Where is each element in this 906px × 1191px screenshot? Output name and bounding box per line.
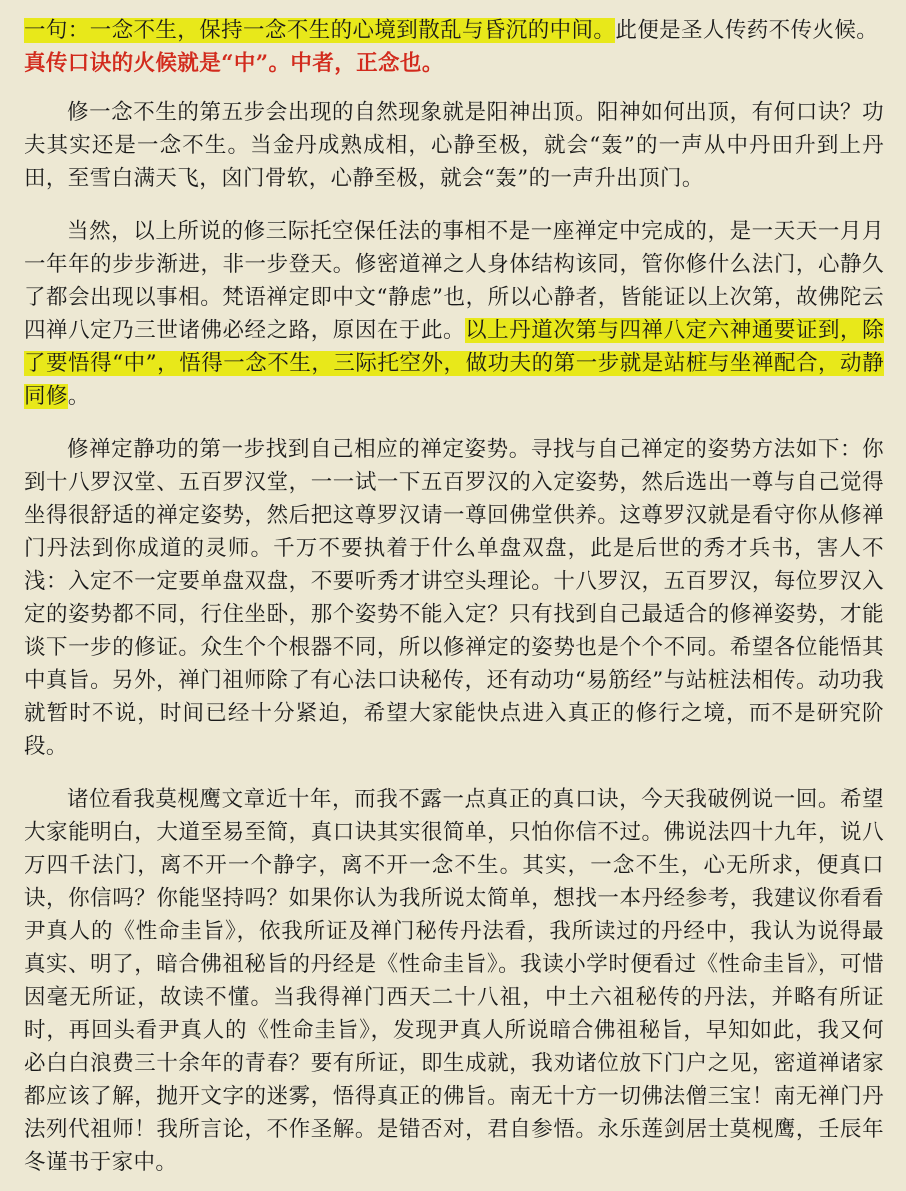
paragraph-3 (24, 215, 884, 413)
body-text: 此便是圣人传药不传火候。 (615, 18, 879, 43)
highlighted-text: 以上丹道次第与四禅八定六神通要证到，除了要悟得“中”，悟得一念不生，三际托空外，做功夫的第一步就是站桩与坐禅配合，动静同修 (24, 318, 884, 409)
body-text-end: 。 (67, 384, 90, 409)
red-emphasis-text: 真传口诀的火候就是“中”。中者，正念也。 (24, 51, 444, 76)
paragraph-4: 修禅定静功的第一步找到自己相应的禅定姿势。寻找与自己禅定的姿势方法如下：你到十八罗汉堂、五百罗汉堂，一一试一下五百罗汉的入定姿势，然后选出一尊与自己觉得坐得很舒适的禅定姿势，然后把这尊罗汉请一尊回佛堂供养。这尊罗汉就是看守你从修禅门丹法到你成道的灵师。千万不要执着于什么单盘双盘，此是后世的秀才兵书，害人不浅：入定不一定要单盘双盘，不要听秀才讲空头理论。十八罗汉，五百罗汉，每位罗汉入定的姿势都不同，行住坐卧，那个姿势不能入定？只有找到自己最适合的修禅姿势，才能谈下一步的修证。众生个个根器不同，所以修禅定的姿势也是个个不同。希望各位能悟其中真旨。另外，禅门祖师除了有心法口诀秘传，还有动功“易筋经”与站桩法相传。动功我就暂时不说，时间已经十分紧迫，希望大家能快点进入真正的修行之境，而不是研究阶段。 (24, 437, 884, 759)
paragraph-1 (24, 14, 884, 80)
body-text: 当然，以上所说的修三际托空保任法的事相不是一座禅定中完成的，是一天天一月月一年年的步步渐进，非一步登天。修密道禅之人身体结构该同，管你修什么法门，心静久了都会出现以事相。梵语禅定即中文“静虑”也，所以心静者，皆能证以上次第，故佛陀云四禅八定乃三世诸佛必经之路，原因在于此。 (24, 219, 884, 343)
paragraph-2: 修一念不生的第五步会出现的自然现象就是阳神出顶。阳神如何出顶，有何口诀？功夫其实还是一念不生。当金丹成熟成相，心静至极，就会“轰”的一声从中丹田升到上丹田，至雪白满天飞，囟门骨软，心静至极，就会“轰”的一声升出顶门。 (24, 100, 884, 191)
paragraph-5: 诸位看我莫枧鹰文章近十年，而我不露一点真正的真口诀，今天我破例说一回。希望大家能明白，大道至易至简，真口诀其实很简单，只怕你信不过。佛说法四十九年，说八万四千法门，离不开一个静字，离不开一念不生。其实，一念不生，心无所求，便真口诀，你信吗？你能坚持吗？如果你认为我所说太简单，想找一本丹经参考，我建议你看看尹真人的《性命圭旨》，依我所证及禅门秘传丹法看，我所读过的丹经中，我认为说得最真实、明了，暗合佛祖秘旨的丹经是《性命圭旨》。我读小学时便看过《性命圭旨》，可惜因毫无所证，故读不懂。当我得禅门西天二十八祖，中土六祖秘传的丹法，并略有所证时，再回头看尹真人的《性命圭旨》，发现尹真人所说暗合佛祖秘旨，早知如此，我又何必白白浪费三十余年的青春？要有所证，即生成就，我劝诸位放下门户之见，密道禅诸家都应该了解，抛开文字的迷雾，悟得真正的佛旨。南无十方一切佛法僧三宝！南无禅门丹法列代祖师！我所言论，不作圣解。是错否对，君自参悟。永乐莲剑居士莫枧鹰，壬辰年冬谨书于家中。 (24, 787, 884, 1175)
highlighted-text: 一句：一念不生，保持一念不生的心境到散乱与昏沉的中间。 (24, 18, 616, 43)
